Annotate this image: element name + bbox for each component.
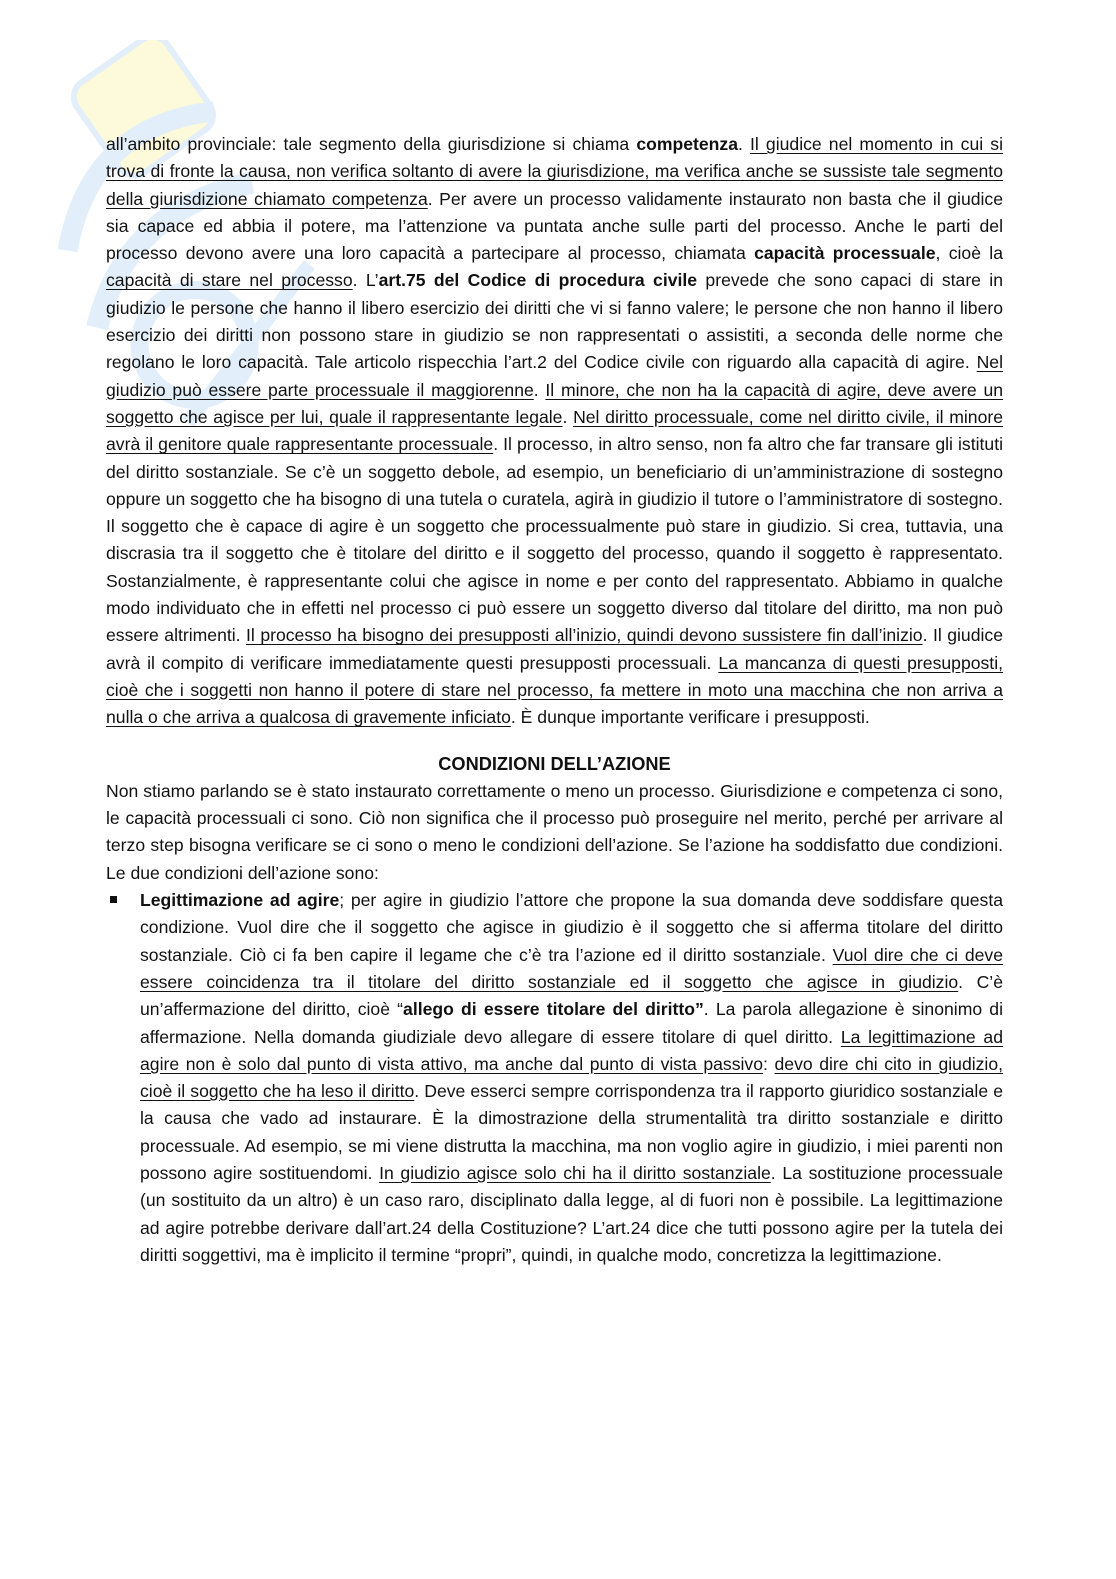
term-art75-cpc: art.75 del Codice di procedura civile	[378, 270, 698, 291]
bullet-list	[106, 887, 1003, 1269]
document-body	[106, 131, 1003, 1269]
term-competenza: competenza	[636, 134, 738, 154]
term-legittimazione: Legittimazione ad agire	[140, 890, 340, 911]
section-heading: CONDIZIONI DELL’AZIONE	[438, 753, 671, 774]
square-bullet-icon	[110, 896, 117, 903]
paragraph-competenza: all’ambito provinciale: tale segmento della giurisdizione si chiama competenza. Il giudice nel momento in cui si trova di fronte la causa, non verifica soltanto di avere la giurisdizione, ma verifica anche se sussiste tale segmento della giurisdizione chiamato competenza. Per avere un processo validamente instaurato non basta che il giudice sia capace ed abbia il potere, ma l’attenzione va puntata anche sulle parti del processo. Anche le parti del processo devono avere una loro capacità a partecipare al processo, chiamata capacità processuale, cioè la capacità di stare nel processo. L’art.75 del Codice di procedura civile prevede che sono capaci di stare in giudizio le persone che hanno il libero esercizio dei diritti che vi si fanno valere; le persone che non hanno il libero esercizio dei diritti non possono stare in giudizio se non rappresentati o assistiti, a seconda delle norme che regolano le loro capacità. Tale articolo rispecchia l’art.2 del Codice civile con riguardo alla capacità di agire. Nel giudizio può essere parte processuale il maggiorenne. Il minore, che non ha la capacità di agire, deve avere un soggetto che agisce per lui, quale il rappresentante legale. Nel diritto processuale, come nel diritto civile, il minore avrà il genitore quale rappresentante processuale. Il processo, in altro senso, non fa altro che far transare gli istituti del diritto sostanziale. Se c’è un soggetto debole, ad esempio, un beneficiario di un’amministrazione di sostegno oppure un soggetto che ha bisogno di una tutela o curatela, agirà in giudizio il tutore o l’amministratore di sostegno. Il soggetto che è capace di agire è un soggetto che processualmente può stare in giudizio. Si crea, tuttavia, una discrasia tra il soggetto che è titolare del diritto e il soggetto del processo, quando il soggetto è rappresentato. Sostanzialmente, è rappresentante colui che agisce in nome e per conto del rappresentato. Abbiamo in qualche modo individuato che in effetti nel processo ci può essere un soggetto diverso dal titolare del diritto, ma non può essere altrimenti. Il processo ha bisogno dei presupposti all’inizio, quindi devono sussistere fin dall’inizio. Il giudice avrà il compito di verificare immediatamente questi presupposti processuali. La mancanza di questi presupposti, cioè che i soggetti non hanno il potere di stare nel processo, fa mettere in moto una macchina che non arriva a nulla o che arriva a qualcosa di gravemente inficiato. È dunque importante verificare i presupposti.	[106, 134, 1004, 728]
term-capacita-processuale: capacità processuale	[754, 243, 936, 264]
list-item-legittimazione: Legittimazione ad agire; per agire in giudizio l’attore che propone la sua domanda deve soddisfare questa condizione. Vuol dire che il soggetto che agisce in giudizio è il soggetto che si afferma titolare del diritto sostanziale. Ciò ci fa ben capire il legame che c’è tra l’azione ed il diritto sostanziale. Vuol dire che ci deve essere coincidenza tra il titolare del diritto sostanziale ed il soggetto che agisce in giudizio. C’è un’affermazione del diritto, cioè “allego di essere titolare del diritto”. La parola allegazione è sinonimo di affermazione. Nella domanda giudiziale devo allegare di essere titolare di quel diritto. La legittimazione ad agire non è solo dal punto di vista attivo, ma anche dal punto di vista passivo: devo dire chi cito in giudizio, cioè il soggetto che ha leso il diritto. Deve esserci sempre corrispondenza tra il rapporto giuridico sostanziale e la causa che vado ad instaurare. È la dimostrazione della strumentalità tra diritto sostanziale e diritto processuale. Ad esempio, se mi viene distrutta la macchina, ma non voglio agire in giudizio, i miei parenti non possono agire sostituendomi. In giudizio agisce solo chi ha il diritto sostanziale. La sostituzione processuale (un sostituito da un altro) è un caso raro, disciplinato dalla legge, al di fuori non è possibile. La legittimazione ad agire potrebbe derivare dall’art.24 della Costituzione? L’art.24 dice che tutti possono agire per la tutela dei diritti soggettivi, ma è implicito il termine “propri”, quindi, in qualche modo, concretizza la legittimazione.	[106, 887, 1003, 1269]
paragraph-intro-condizioni: Non stiamo parlando se è stato instaurato correttamente o meno un processo. Giurisdizione e competenza ci sono, le capacità processuali ci sono. Ciò non significa che il processo può proseguire nel merito, perché per arrivare al terzo step bisogna verificare se ci sono o meno le condizioni dell’azione. Se l’azione ha soddisfatto due condizioni. Le due condizioni dell’azione sono:	[106, 780, 1003, 883]
